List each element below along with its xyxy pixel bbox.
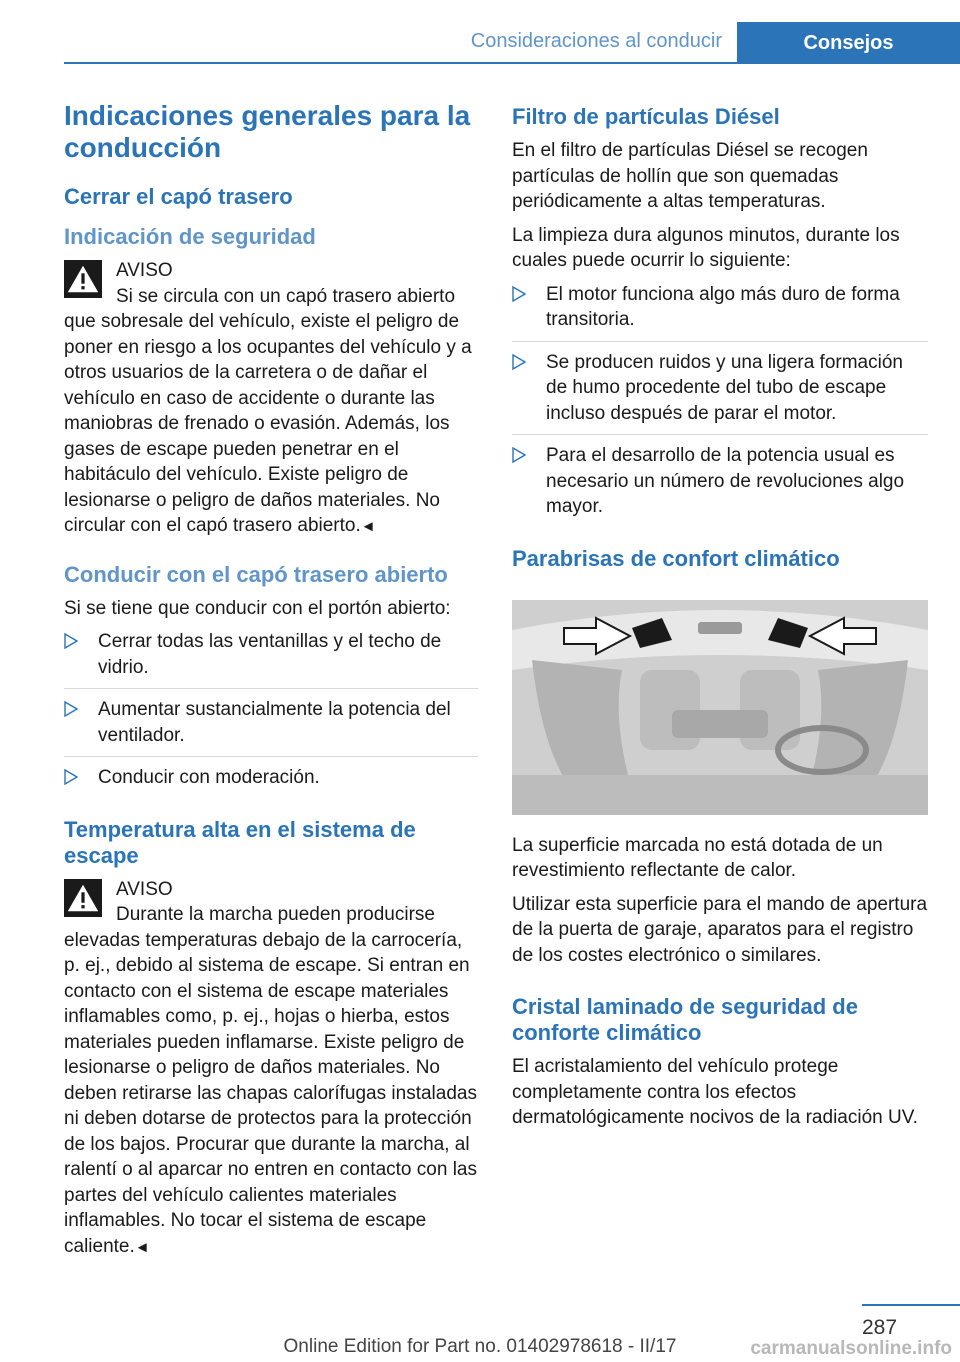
paragraph: La superficie marcada no está dotada de un revestimiento reflectante de calor. bbox=[512, 834, 883, 881]
warning-text bbox=[64, 902, 478, 1260]
triangle-bullet-icon bbox=[512, 354, 526, 370]
section-heading-cristal-laminado: Cristal laminado de seguridad de conforte climático bbox=[512, 994, 858, 1045]
triangle-bullet-icon bbox=[64, 769, 78, 785]
warning-triangle-icon bbox=[64, 879, 102, 917]
warning-title: AVISO bbox=[116, 878, 173, 900]
paragraph: En el filtro de partículas Diésel se recogen partículas de hollín que son quemadas periódicamente a altas temperaturas. bbox=[512, 140, 868, 212]
header-tab-consejos[interactable]: Consejos bbox=[737, 22, 960, 64]
end-mark-icon: ◄ bbox=[360, 518, 376, 535]
triangle-bullet-icon bbox=[512, 286, 526, 302]
list-item bbox=[512, 282, 928, 342]
list-item bbox=[64, 765, 478, 799]
end-mark-icon: ◄ bbox=[134, 1238, 150, 1256]
section-heading-filtro-diesel: Filtro de partículas Diésel bbox=[512, 104, 780, 129]
warning-triangle-icon bbox=[64, 260, 102, 298]
header-section-title: Consideraciones al conducir bbox=[470, 30, 722, 52]
triangle-bullet-icon bbox=[64, 701, 78, 717]
intro-text: Si se tiene que conducir con el portón abierto: bbox=[64, 597, 451, 619]
watermark: carmanualsonline.info bbox=[750, 1338, 952, 1359]
list-item-text: El motor funciona algo más duro de forma transitoria. bbox=[546, 283, 900, 330]
section-heading-conducir-capo-abierto: Conducir con el capó trasero abierto bbox=[64, 561, 448, 587]
warning-block-capo bbox=[64, 258, 478, 540]
warning-body-text: Si se circula con un capó trasero abierto que sobresale del vehículo, existe el peligro de poner en riesgo a los ocupantes del vehículo y a otros usuarios de la carretera o de dañar el vehículo en caso de accidente o durante las maniobras de frenado o evasión. Además, los gases de escape pueden penetrar en el habitáculo del vehículo. Existe peligro de lesionarse o peligro de daños materiales. No circular con el capó trasero abierto. bbox=[64, 285, 472, 536]
list-item bbox=[512, 350, 928, 436]
list-item-text: Para el desarrollo de la potencia usual es necesario un número de revoluciones algo mayor. bbox=[546, 445, 905, 517]
section-heading-cerrar-capo: Cerrar el capó trasero bbox=[64, 184, 293, 209]
bullet-list-capo bbox=[64, 629, 478, 799]
triangle-bullet-icon bbox=[64, 633, 78, 649]
bullet-list-filtro bbox=[512, 282, 928, 528]
list-item-text: Aumentar sustancialmente la potencia del ventilador. bbox=[98, 699, 451, 746]
warning-block-escape bbox=[64, 877, 478, 1261]
paragraph: La limpieza dura algunos minutos, durante los cuales puede ocurrir lo siguiente: bbox=[512, 224, 900, 271]
edition-note: Online Edition for Part no. 01402978618 - II/17 bbox=[283, 1336, 677, 1357]
paragraph: El acristalamiento del vehículo protege completamente contra los efectos dermatológicamente nocivos de la radiación UV. bbox=[512, 1056, 918, 1128]
list-item-text: Se producen ruidos y una ligera formación de humo procedente del tubo de escape incluso después de parar el motor. bbox=[546, 351, 903, 424]
warning-body-text: Durante la marcha pueden producirse elevadas temperaturas debajo de la carrocería, p. ej., debido al sistema de escape. Si entran en contacto con el sistema de escape materiales inflamables como, p. ej., hojas o hierba, estos materiales pueden inflamarse. Existe peligro de lesionarse o peligro de daños materiales. No deben retirarse las chapas calorífugas instaladas ni deben dotarse de protectos para la protección de los bajos. Procurar que durante la marcha, al ralentí o al aparcar no entren en contacto con las partes del vehículo calientes materiales inflamables. No tocar el sistema de escape caliente. bbox=[64, 904, 477, 1257]
list-item bbox=[64, 629, 478, 689]
list-item bbox=[64, 697, 478, 757]
section-heading-temperatura-escape: Temperatura alta en el sistema de escape bbox=[64, 816, 416, 868]
triangle-bullet-icon bbox=[512, 447, 526, 463]
list-item-text: Conducir con moderación. bbox=[98, 767, 320, 788]
subheading-indicacion-seguridad: Indicación de seguridad bbox=[64, 224, 316, 249]
windshield-interior-illustration bbox=[512, 600, 928, 815]
page-number: 287 bbox=[862, 1316, 898, 1339]
left-column bbox=[64, 100, 478, 1272]
right-column bbox=[512, 100, 928, 1139]
list-item-text: Cerrar todas las ventanillas y el techo de vidrio. bbox=[98, 631, 442, 678]
footer-rule bbox=[862, 1304, 960, 1306]
paragraph: Utilizar esta superficie para el mando de apertura de la puerta de garaje, aparatos para el registro de los costes electrónico o similares. bbox=[512, 893, 928, 966]
list-item bbox=[512, 443, 928, 528]
section-heading-parabrisas: Parabrisas de confort climático bbox=[512, 545, 840, 571]
warning-title: AVISO bbox=[116, 260, 173, 281]
page-title: Indicaciones generales para la conducción bbox=[64, 100, 471, 163]
warning-text bbox=[64, 284, 478, 540]
